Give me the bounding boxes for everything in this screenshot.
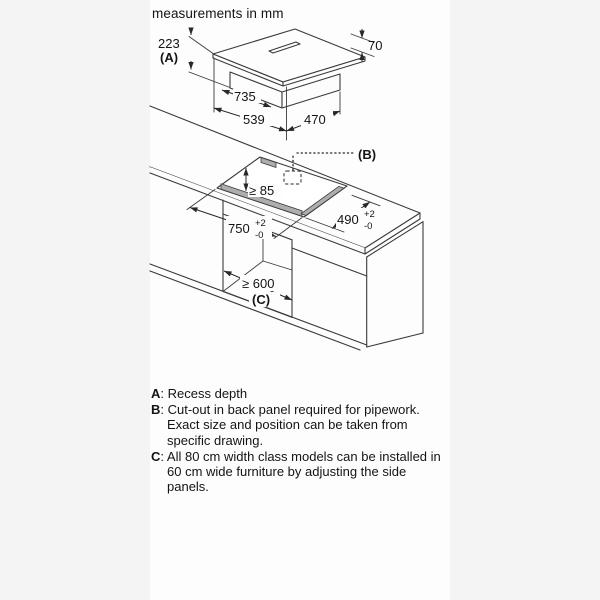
note-b-sep: : bbox=[160, 401, 168, 417]
dim-490-label: 490 bbox=[337, 212, 359, 227]
label-a: (A) bbox=[160, 50, 179, 65]
note-c bbox=[151, 449, 448, 495]
cabinet-drawing bbox=[150, 106, 423, 350]
note-b bbox=[151, 402, 448, 448]
dim-490-tol-minus: -0 bbox=[364, 221, 373, 232]
label-c: (C) bbox=[252, 292, 271, 307]
dim-600-label: ≥ 600 bbox=[242, 276, 275, 291]
dim-85-label: ≥ 85 bbox=[249, 183, 275, 198]
note-a-key: A bbox=[151, 386, 161, 401]
footnotes bbox=[151, 386, 448, 495]
note-b-key: B bbox=[151, 401, 161, 417]
note-a bbox=[151, 386, 448, 401]
dim-470-label: 470 bbox=[304, 112, 326, 127]
dim-223-label: 223 bbox=[158, 36, 180, 51]
note-a-text: Recess depth bbox=[167, 386, 248, 401]
note-a-sep: : bbox=[160, 386, 168, 401]
note-c-sep: : bbox=[160, 448, 167, 464]
dim-490-tol-plus: +2 bbox=[364, 209, 375, 220]
note-b-text: Cut-out in back panel required for pipework. Exact size and position can be taken from specific drawing. bbox=[167, 401, 420, 448]
cabinet-floor-back-edge bbox=[263, 261, 292, 270]
dim-223-leader-bottom bbox=[189, 72, 230, 88]
dim-750-tol-minus: -0 bbox=[255, 230, 264, 241]
dim-750-tol-plus: +2 bbox=[255, 218, 266, 229]
label-b: (B) bbox=[358, 147, 377, 162]
dim-750-label: 750 bbox=[228, 221, 250, 236]
note-c-text: All 80 cm width class models can be installed in 60 cm wide furniture by adjusting the side panels. bbox=[166, 448, 441, 495]
diagram-title: measurements in mm bbox=[152, 6, 284, 21]
cabinet-side-bottom-edge bbox=[367, 333, 423, 347]
dim-735-label: 735 bbox=[234, 89, 256, 104]
note-c-key: C bbox=[151, 448, 161, 464]
dim-223-leader-top bbox=[189, 37, 213, 54]
dim-70-label: 70 bbox=[368, 38, 383, 53]
door-top-edge bbox=[292, 248, 367, 276]
dim-539-label: 539 bbox=[243, 112, 265, 127]
